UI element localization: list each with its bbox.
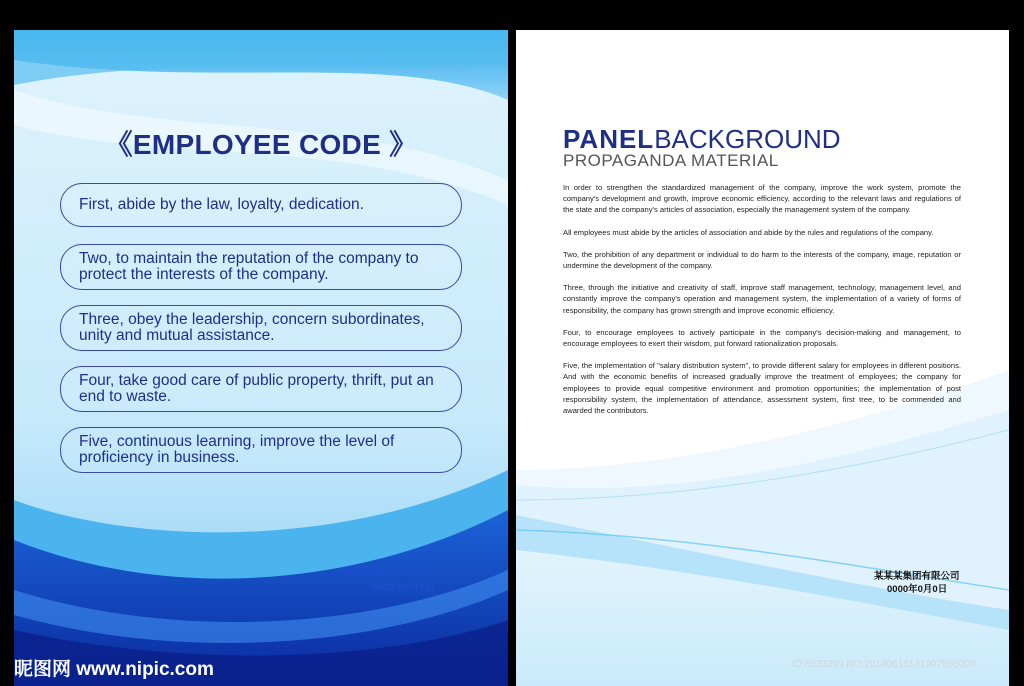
heading-light-part: BACKGROUND [654,124,841,154]
propaganda-subheading: PROPAGANDA MATERIAL [563,151,779,170]
heading-bold-part: PANEL [563,124,655,154]
body-paragraph: All employees must abide by the articles of association and abide by the rules and regulations of the company. [563,227,934,237]
body-paragraph: In order to strengthen the standardized management of the company, improve the work system, promote the company's development and growth, improve economic efficiency, according to the relevant laws and regulations of the state and the company's articles of association, especially the management system of the company. [563,183,961,215]
code-item-1: First, abide by the law, loyalty, dedication. [60,183,462,227]
body-paragraph: Three, through the initiative and creativity of staff, improve staff management, technology, management level, and constantly improve the company's operation and management system, the implementation of a variety of forms of responsibility, the company has grown strength and improve economic efficiency. [563,283,961,315]
nipic-watermark-logo: 昵图网 www.nipic.com [14,659,214,680]
code-item-2: Two, to maintain the reputation of the company to protect the interests of the company. [60,244,462,290]
right-date: 0000年0月0日 [887,584,948,595]
left-panel [14,30,508,686]
left-date: 0000年0月0日 [372,583,436,594]
image-id-watermark: ID:8533399 NO:20180615141907893000 [792,659,976,670]
left-company-name: 某某某集团有限公司 [344,567,434,578]
code-item-5: Five, continuous learning, improve the level of proficiency in business. [60,427,462,473]
body-paragraph: Two, the prohibition of any department or individual to do harm to the interests of the company, image, reputation or undermine the development of the company. [563,249,961,271]
code-item-4: Four, take good care of public property, thrift, put an end to waste. [60,366,462,412]
right-panel [516,30,1009,686]
body-paragraph: Five, the implementation of "salary distribution system", to provide different salary for employees in different positions. And with the economic benefits of increased gradually improve the treatment of employees; the company for employees to provide equal competitive environment and promotion opportunities; the implementation of post responsibility system, the implementation of attendance, assessment system, first tree, to be commended and awarded the contributors. [563,361,961,416]
code-item-3: Three, obey the leadership, concern subordinates, unity and mutual assistance. [60,305,462,351]
body-paragraph: Four, to encourage employees to actively participate in the company's decision-making and management, to encourage employees to exert their wisdom, put forward rationalization proposals. [563,327,961,349]
employee-code-title: 《EMPLOYEE CODE 》 [104,129,418,160]
right-company-name: 某某某集团有限公司 [874,571,960,582]
right-body-text [563,182,961,427]
